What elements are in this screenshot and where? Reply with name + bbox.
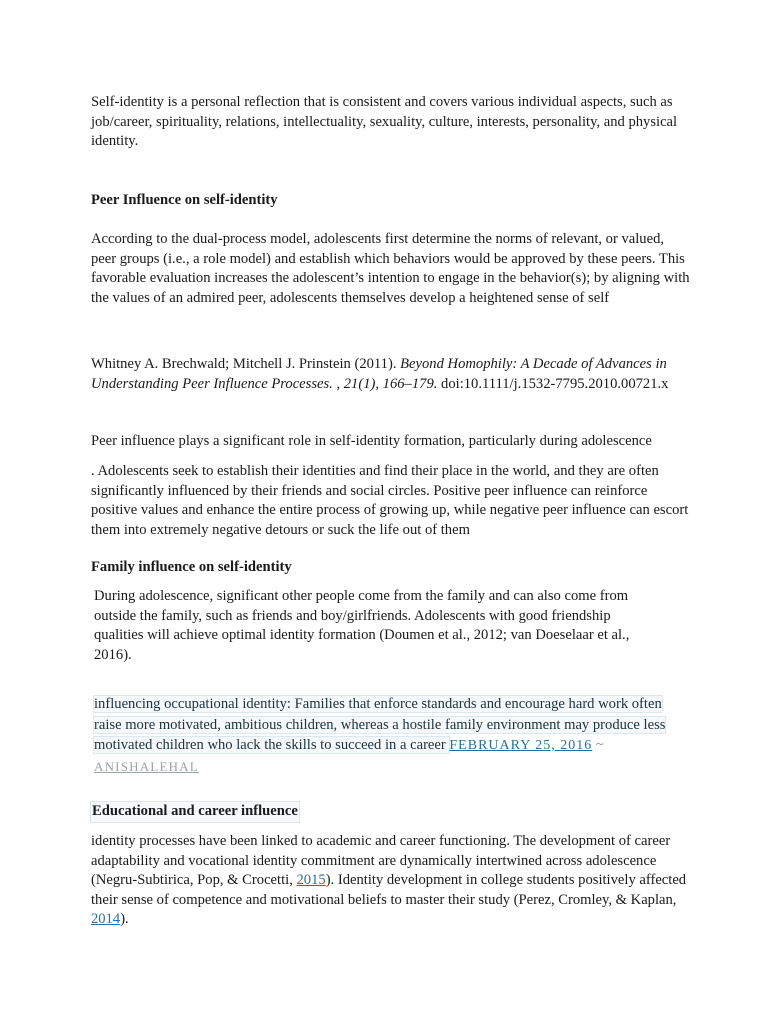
education-text-1: identity processes have been linked to academic and career functioning. The development of career adaptability and vocational identity commitment are dynamically intertwined across adolescence (Negru-Subtirica, Pop, & Crocetti, <box>91 833 671 888</box>
quote-block <box>94 694 669 777</box>
peer-role-paragraph: Peer influence plays a significant role in self-identity formation, particularly during adolescence <box>91 433 652 449</box>
citation-paragraph <box>91 355 691 394</box>
family-paragraph: During adolescence, significant other people come from the family and can also come from outside the family, such as friends and boy/girlfriends. Adolescents with good friendship qualities will achieve optimal identity formation (Doumen et al., 2012; van Doeselaar et al., 2016). <box>94 588 630 663</box>
education-paragraph <box>91 832 691 930</box>
education-text-2: ). Identity development in college students positively affected their sense of competence and motivational beliefs to master their study (Perez, Cromley, & Kaplan, <box>91 872 687 908</box>
date-link[interactable]: FEBRUARY 25, 2016 <box>449 738 593 753</box>
citation-title: Beyond Homophily: A Decade of Advances in Understanding Peer Influence Processes. , 21(1), 166–179. <box>91 356 667 392</box>
family-heading: Family influence on self-identity <box>91 559 292 575</box>
quote-text: influencing occupational identity: Families that enforce standards and encourage hard work often raise more motivated, ambitious children, whereas a hostile family environment may produce less motivated children who lack the skills to succeed in a career <box>94 696 666 753</box>
quote-separator: ~ <box>592 737 604 753</box>
peer-paragraph: According to the dual-process model, adolescents first determine the norms of relevant, or valued, peer groups (i.e., a role model) and establish which behaviors would be approved by these peers. This favorable evaluation increases the adolescent’s intention to engage in the behavior(s); by aligning with the values of an admired peer, adolescents themselves develop a heightened sense of self <box>91 231 690 306</box>
year-link-2015[interactable]: 2015 <box>296 872 326 888</box>
author-link[interactable]: ANISHALEHAL <box>94 758 199 774</box>
citation-authors: Whitney A. Brechwald; Mitchell J. Prinstein (2011). <box>91 356 401 372</box>
education-heading-text: Educational and career influence <box>91 802 299 822</box>
education-text-3: ). <box>120 911 129 927</box>
peer-heading: Peer Influence on self-identity <box>91 192 278 208</box>
peer-detail-paragraph: . Adolescents seek to establish their identities and find their place in the world, and they are often significantly influenced by their friends and social circles. Positive peer influence can reinforce positive values and enhance the entire process of growing up, while negative peer influence can escort them into extremely negative detours or suck the life out of them <box>91 463 689 538</box>
education-heading <box>91 802 691 822</box>
citation-doi: doi:10.1111/j.1532-7795.2010.00721.x <box>437 375 669 392</box>
year-link-2014[interactable]: 2014 <box>91 911 121 927</box>
intro-paragraph: Self-identity is a personal reflection that is consistent and covers various individual aspects, such as job/career, spirituality, relations, intellectuality, sexuality, culture, interests, personality, and physical identity. <box>91 94 678 149</box>
